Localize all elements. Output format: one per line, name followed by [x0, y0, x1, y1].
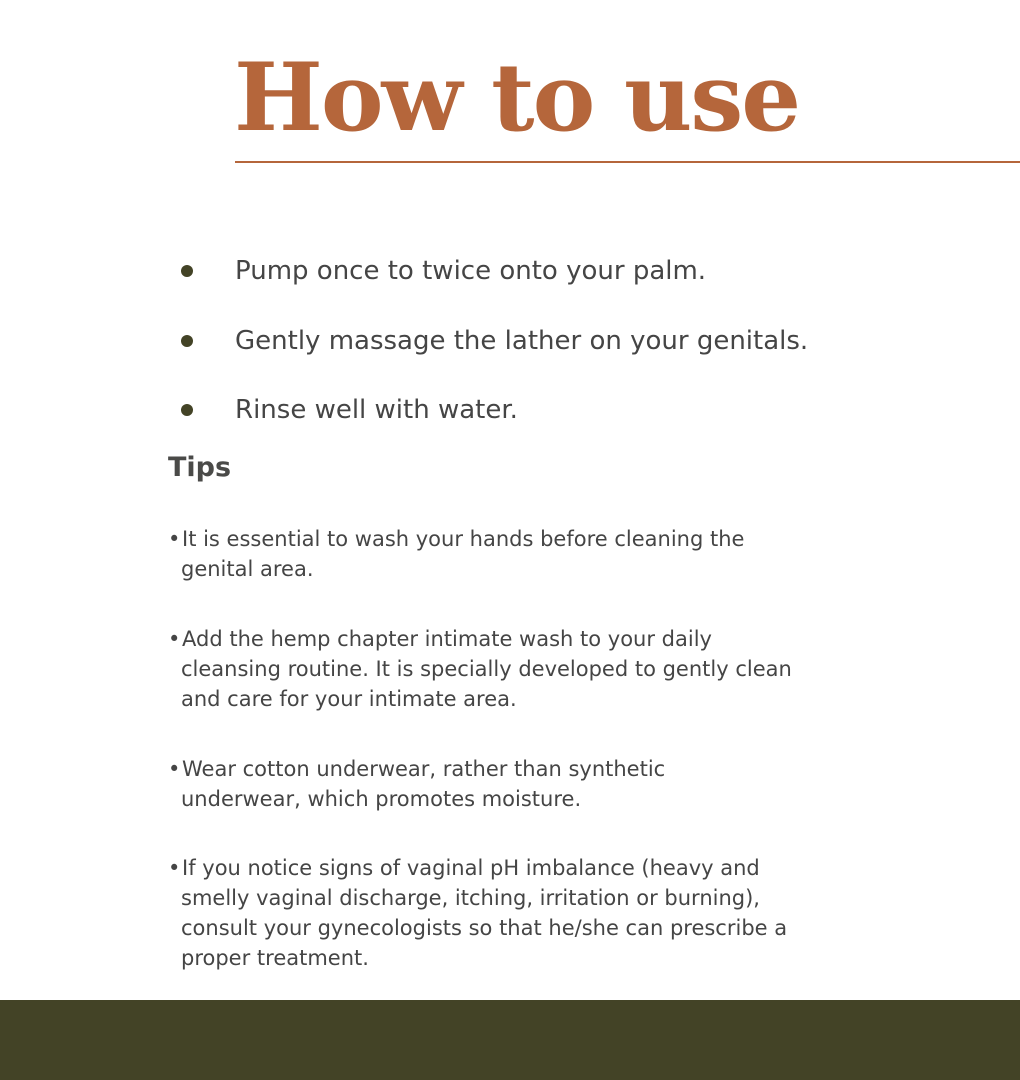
- bullet-icon: [181, 335, 193, 347]
- tip-line: proper treatment.: [181, 946, 369, 970]
- tips-heading: Tips: [168, 452, 232, 483]
- step-text: Gently massage the lather on your genitals.: [235, 326, 809, 356]
- bullet-glyph: •: [168, 856, 181, 880]
- tip-line: underwear, which promotes moisture.: [181, 787, 582, 811]
- tip-item: [168, 524, 888, 584]
- tip-item: [168, 853, 888, 973]
- tip-line: smelly vaginal discharge, itching, irritation or burning),: [181, 886, 760, 910]
- tip-line: consult your gynecologists so that he/she can prescribe a: [181, 916, 788, 940]
- step-item: [180, 251, 960, 291]
- tip-item: [168, 754, 888, 814]
- tip-line: and care for your intimate area.: [181, 687, 517, 711]
- tip-text: It is essential to wash your hands before cleaning the: [182, 527, 745, 551]
- tip-line: genital area.: [181, 557, 314, 581]
- tip-text: If you notice signs of vaginal pH imbalance (heavy and: [182, 856, 760, 880]
- tip-line: cleansing routine. It is specially developed to gently clean: [181, 657, 792, 681]
- tip-text: Wear cotton underwear, rather than synthetic: [182, 757, 666, 781]
- tip-text: Add the hemp chapter intimate wash to your daily: [182, 627, 712, 651]
- bullet-glyph: •: [168, 627, 181, 651]
- step-item: [180, 390, 960, 430]
- tip-line: [168, 624, 888, 654]
- bullet-glyph: •: [168, 527, 181, 551]
- step-text: Rinse well with water.: [235, 395, 518, 425]
- tip-line: [168, 853, 888, 883]
- tip-line: [168, 524, 888, 554]
- tip-line: [168, 754, 888, 784]
- title-divider: [235, 161, 1020, 163]
- step-item: [180, 321, 960, 361]
- step-text: Pump once to twice onto your palm.: [235, 256, 707, 286]
- tip-item: [168, 624, 888, 714]
- bullet-icon: [181, 265, 193, 277]
- page-title: How to use: [234, 43, 800, 153]
- bullet-icon: [181, 404, 193, 416]
- bullet-glyph: •: [168, 757, 181, 781]
- footer-band: [0, 1000, 1020, 1080]
